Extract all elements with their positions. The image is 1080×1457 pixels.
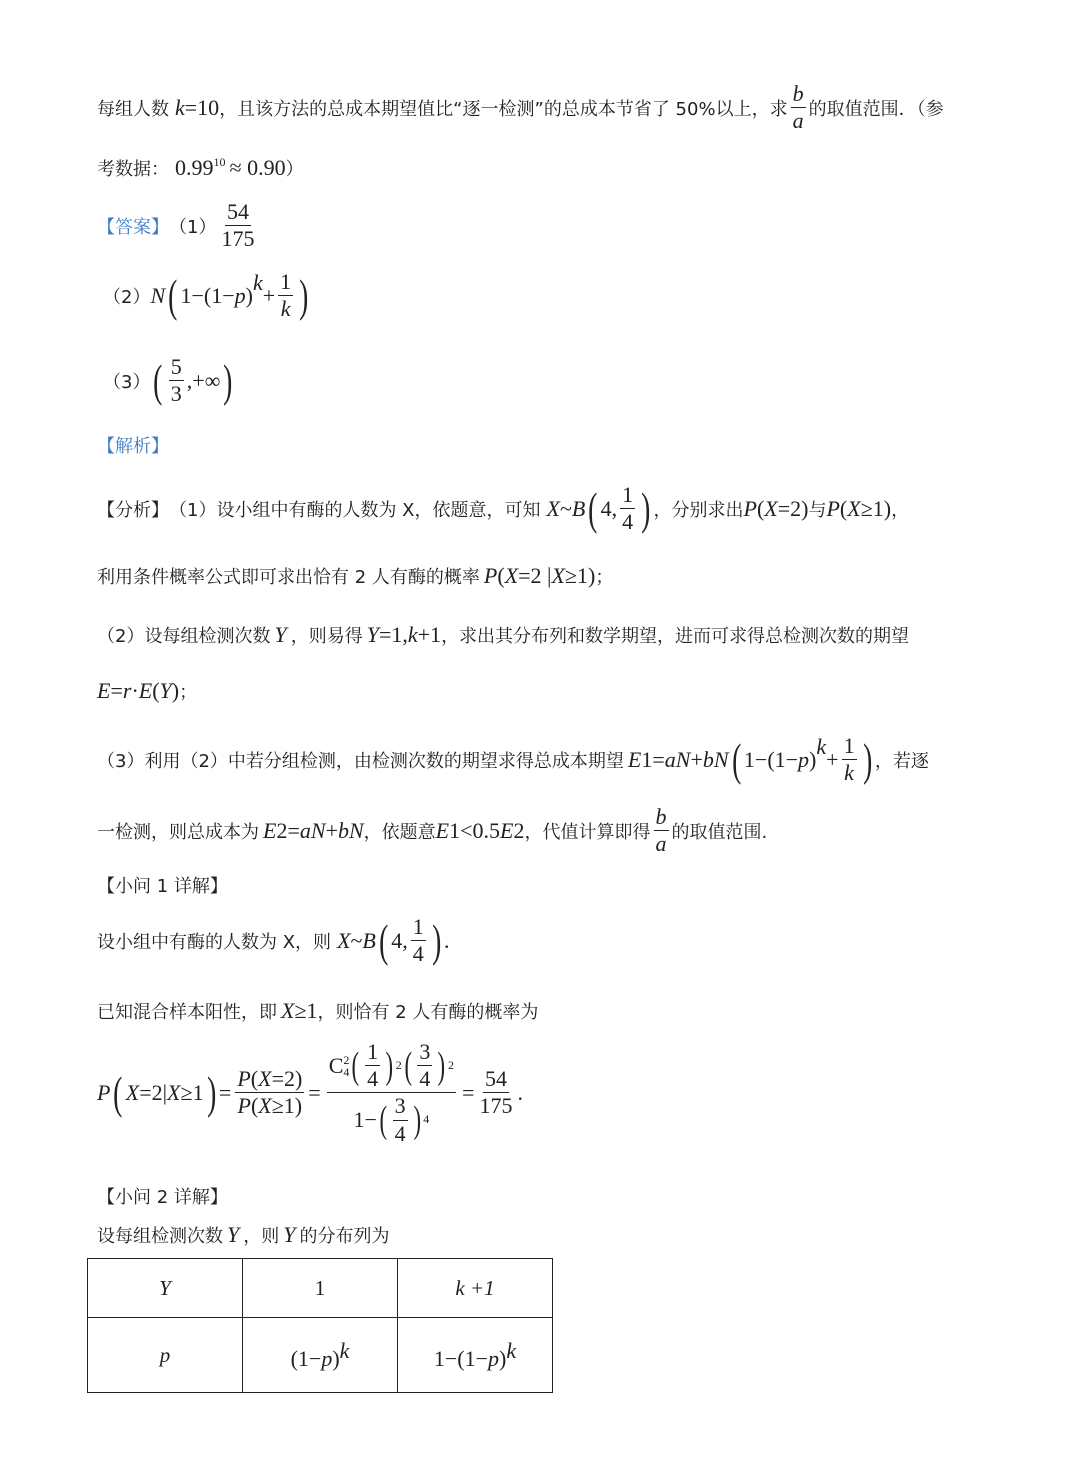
analysis-line-3: （2）设每组检测次数 Y ，则易得 Y =1, k +1 ，求出其分布列和数学期望，进而可求得总检测次数的期望 [97,622,910,647]
analysis-line-2: 利用条件概率公式即可求出恰有 2 人有酶的概率 P ( X =2 | X ≥1) ； [97,563,614,588]
distribution-table: Y 1 k +1 p $(1-p)^k$ $1-(1-p)^k$ [87,1258,553,1393]
answer-line-2: （2） N ( 1−(1− p ) k + $\frac{1}{k}$ ) [103,269,309,322]
analysis-line-5: （3）利用（2）中若分组检测，由检测次数的期望求得总成本期望 E 1 = aN + bN ( 1−(1− p ) k + $\frac{1}{k}$ ) ，若逐 [97,733,929,786]
q2-label: 【小问 2 详解】 [97,1187,228,1208]
q1-line-1: 设小组中有酶的人数为 X，则 X ~ B ( 4, $\frac{1}{4}$ ) . [97,914,450,967]
analysis-line-6: 一检测，则总成本为 E 2 = aN + bN ，依题意 E 1 <0.5 E 2 ，代值计算即得 $\frac{b}{a}$ 的取值范围. [97,804,768,857]
conditional-probability-formula: P ( X =2| X ≥1 ) = $\frac{P(X=2)}{P(X\ge 1)}$ = C 2 4 ( $\frac{1}{4}$ ) 2 ( $\frac{3}{4}$ ) 2 1− ( $\frac{3}{4}$ ) 4 = $\frac{54}{175}$ . [97,1039,523,1146]
fraction-b-over-a: $\frac{b}{a}$ [792,81,804,134]
analysis-label: 【解析】 [97,436,169,457]
q2-line-1: 设每组检测次数 Y ，则 Y 的分布列为 [97,1222,390,1247]
q1-label: 【小问 1 详解】 [97,876,228,897]
analysis-line-4: E = r · E ( Y ) ； [97,678,198,703]
answer-fraction: $\frac{54}{175}$ [221,199,255,252]
problem-line-2: 考数据： 0.99 $^{10}$ ≈ 0.90 ） [97,155,304,180]
answer-line-1: 【答案】 （1） $\frac{54}{175}$ [97,199,255,252]
analysis-line-1: 【分析】 （1）设小组中有酶的人数为 X，依题意，可知 X ~ B ( 4, $\frac{1}{4}$ ) ，分别求出 P ( X =2) 与 P ( X ≥1) ， [97,482,910,535]
problem-line-1: 每组人数 k =10 ，且该方法的总成本期望值比“逐一检测”的总成本节省了 50%以上，求 $\frac{b}{a}$ 的取值范围．（参 [97,81,944,134]
answer-line-3: （3） ( $\frac{5}{3}$ ,+∞ ) [103,354,233,407]
q1-line-2: 已知混合样本阳性，即 X ≥1 ，则恰有 2 人有酶的概率为 [97,998,539,1023]
